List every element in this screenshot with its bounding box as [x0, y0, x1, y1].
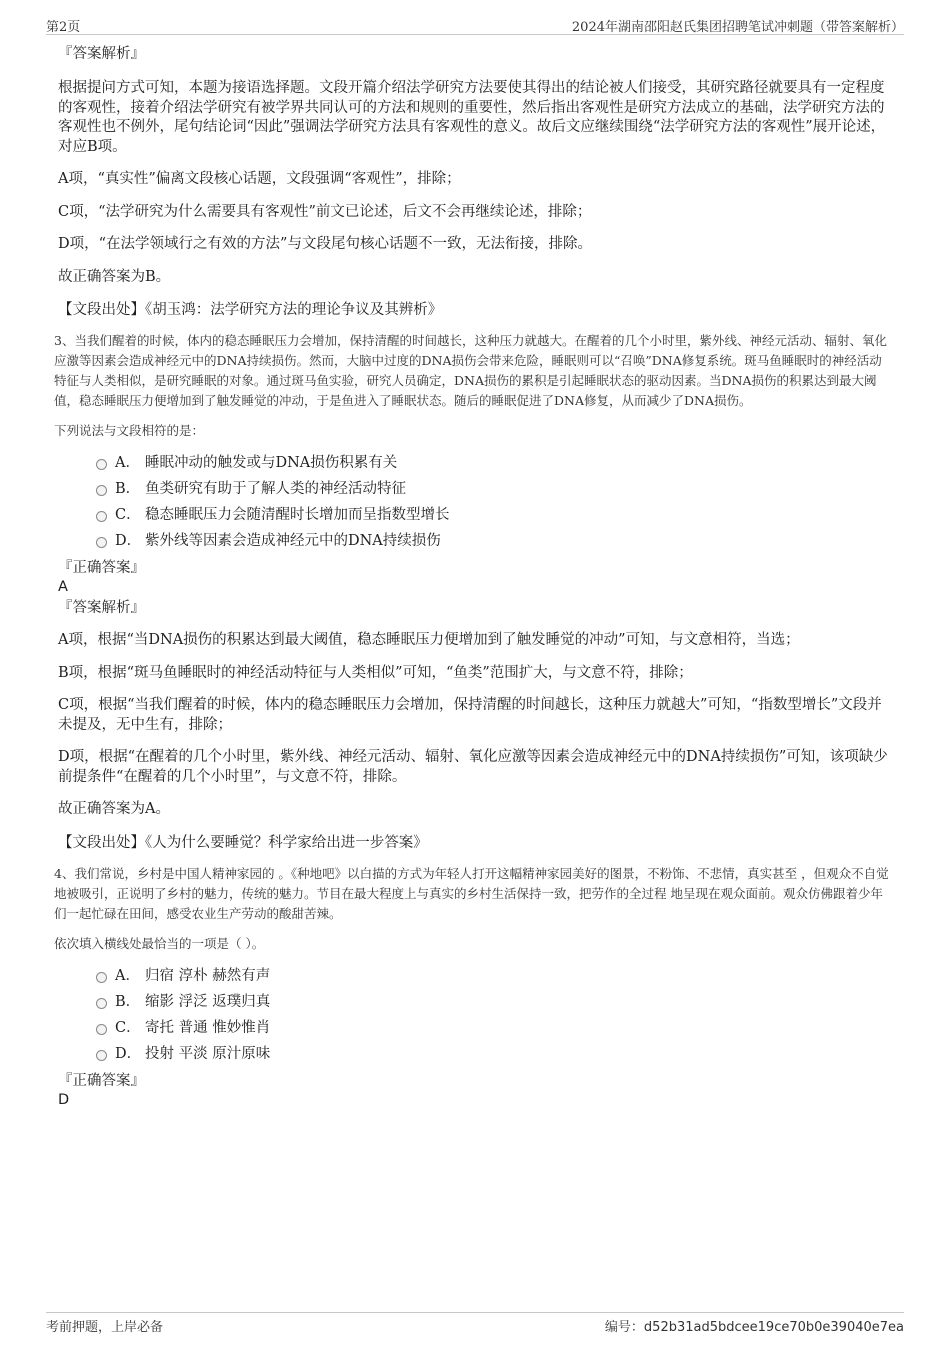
- q4-option-a[interactable]: [58, 963, 894, 989]
- option-letter: A．: [115, 455, 140, 471]
- q2-source: 【文段出处】《胡玉鸿：法学研究方法的理论争议及其辨析》: [58, 302, 443, 318]
- q2-analysis-option-d: D项，“在法学领域行之有效的方法”与文段尾句核心话题不一致，无法衔接，排除。: [58, 236, 592, 252]
- q2-conclusion: 故正确答案为B。: [58, 268, 171, 285]
- q3-analysis-option-a: A项，根据“当DNA损伤的积累达到最大阈值，稳态睡眠压力便增加到了触发睡觉的冲动”可知，与文意相符，当选；: [58, 632, 800, 648]
- option-text: 鱼类研究有助于了解人类的神经活动特征: [145, 481, 406, 497]
- q4-question: 依次填入横线处最恰当的一项是（ ）。: [54, 935, 265, 951]
- radio-button[interactable]: [96, 972, 107, 983]
- q3-option-c[interactable]: [58, 502, 894, 528]
- document-title: 2024年湖南邵阳赵氏集团招聘笔试冲刺题（带答案解析）: [571, 20, 904, 35]
- q2-analysis-label: 『答案解析』: [58, 46, 145, 62]
- q3-analysis-label: 『答案解析』: [58, 600, 145, 616]
- q3-option-b[interactable]: [58, 476, 894, 502]
- option-text: 寄托 普通 惟妙惟肖: [145, 1019, 271, 1036]
- option-text: 睡眠冲动的触发或与DNA损伤积累有关: [145, 455, 398, 471]
- q2-analysis-main: 根据提问方式可知，本题为接语选择题。文段开篇介绍法学研究方法要使其得出的结论被人们接受，其研究路径就要具有一定程度的客观性，接着介绍法学研究有被学界共同认可的方法和规则的重要性，然后指出客观性是研究方法成立的基础，法学研究方法的客观性也不例外，尾句结论词“因此”强调法学研究方法具有客观性的意义。故后文应继续围绕“法学研究方法的客观性”展开论述，对应B项。: [58, 80, 886, 155]
- q4-option-b[interactable]: [58, 989, 894, 1015]
- option-text: 稳态睡眠压力会随清醒时长增加而呈指数型增长: [145, 507, 450, 523]
- q4-answer-label: 『正确答案』: [58, 1072, 145, 1089]
- option-text: 缩影 浮泛 返璞归真: [145, 993, 271, 1010]
- q4-option-d[interactable]: [58, 1041, 894, 1067]
- q3-answer: A: [58, 579, 68, 595]
- option-letter: C．: [115, 1019, 141, 1036]
- footer-code-value: d52b31ad5bdcee19ce70b0e39040e7ea: [643, 1320, 904, 1335]
- option-letter: B．: [115, 481, 141, 497]
- radio-button[interactable]: [96, 1024, 107, 1035]
- q4-options: [58, 963, 894, 1067]
- option-text: 紫外线等因素会造成神经元中的DNA持续损伤: [145, 533, 441, 549]
- q3-analysis-option-d: D项，根据“在醒着的几个小时里，紫外线、神经元活动、辐射、氧化应激等因素会造成神经元中的DNA持续损伤”可知，该项缺少前提条件“在醒着的几个小时里”，与文意不符，排除。: [58, 749, 888, 785]
- page-footer: [46, 1312, 904, 1333]
- footer-slogan: 考前押题，上岸必备: [46, 1320, 164, 1335]
- q3-conclusion: 故正确答案为A。: [58, 801, 170, 817]
- page-header: [46, 16, 904, 35]
- q3-options: [58, 450, 894, 554]
- option-letter: A．: [115, 967, 140, 984]
- q3-option-d[interactable]: [58, 528, 894, 554]
- q3-passage: 3、当我们醒着的时候，体内的稳态睡眠压力会增加，保持清醒的时间越长，这种压力就越大。在醒着的几个小时里，紫外线、神经元活动、辐射、氧化应激等因素会造成神经元中的DNA持续损伤。然而，大脑中过度的DNA损伤会带来危险，睡眠则可以“召唤”DNA修复系统。斑马鱼睡眠时的神经活动特征与人类相似，是研究睡眠的对象。通过斑马鱼实验，研究人员确定，DNA损伤的累积是引起睡眠状态的驱动因素。当DNA损伤的积累达到最大阈值，稳态睡眠压力便增加到了触发睡觉的冲动，于是鱼进入了睡眠状态。随后的睡眠促进了DNA修复，从而减少了DNA损伤。: [54, 333, 887, 408]
- option-letter: D．: [115, 1045, 142, 1062]
- radio-button[interactable]: [96, 511, 107, 522]
- option-text: 归宿 淳朴 赫然有声: [145, 967, 271, 984]
- option-letter: D．: [115, 533, 142, 549]
- q2-analysis-option-a: A项，“真实性”偏离文段核心话题，文段强调“客观性”，排除；: [58, 171, 461, 187]
- q3-question: 下列说法与文段相符的是：: [54, 423, 205, 438]
- page-number: 第2页: [46, 20, 81, 35]
- q3-answer-label: 『正确答案』: [58, 560, 145, 576]
- radio-button[interactable]: [96, 485, 107, 496]
- q4-answer: D: [58, 1091, 70, 1108]
- q3-option-a[interactable]: [58, 450, 894, 476]
- radio-button[interactable]: [96, 459, 107, 470]
- option-letter: B．: [115, 993, 141, 1010]
- q3-analysis-option-b: B项，根据“斑马鱼睡眠时的神经活动特征与人类相似”可知，“鱼类”范围扩大，与文意不符，排除；: [58, 664, 693, 681]
- q3-analysis-option-c: C项，根据“当我们醒着的时候，体内的稳态睡眠压力会增加，保持清醒的时间越长，这种压力就越大”可知，“指数型增长”文段并未提及，无中生有，排除；: [58, 697, 882, 733]
- footer-code-label: 编号：: [604, 1320, 644, 1335]
- q4-option-c[interactable]: [58, 1015, 894, 1041]
- radio-button[interactable]: [96, 1050, 107, 1061]
- option-text: 投射 平淡 原汁原味: [145, 1045, 271, 1062]
- radio-button[interactable]: [96, 998, 107, 1009]
- footer-code: [605, 1316, 904, 1335]
- page-content: [54, 44, 894, 1109]
- option-letter: C．: [115, 507, 141, 523]
- q3-source: 【文段出处】《人为什么要睡觉？科学家给出进一步答案》: [58, 834, 428, 851]
- q4-passage: 4、我们常说，乡村是中国人精神家园的 。《种地吧》以白描的方式为年轻人打开这幅精神家园美好的图景，不粉饰、不悲情，真实甚至 ，但观众不自觉地被吸引，正说明了乡村的魅力，传统的魅力。节目在最大程度上与真实的乡村生活保持一致，把劳作的全过程 地呈现在观众面前。观众仿佛跟着少年们一起忙碌在田间，感受农业生产劳动的酸甜苦辣。: [54, 865, 889, 921]
- q2-analysis-option-c: C项，“法学研究为什么需要具有客观性”前文已论述，后文不会再继续论述，排除；: [58, 203, 592, 220]
- radio-button[interactable]: [96, 537, 107, 548]
